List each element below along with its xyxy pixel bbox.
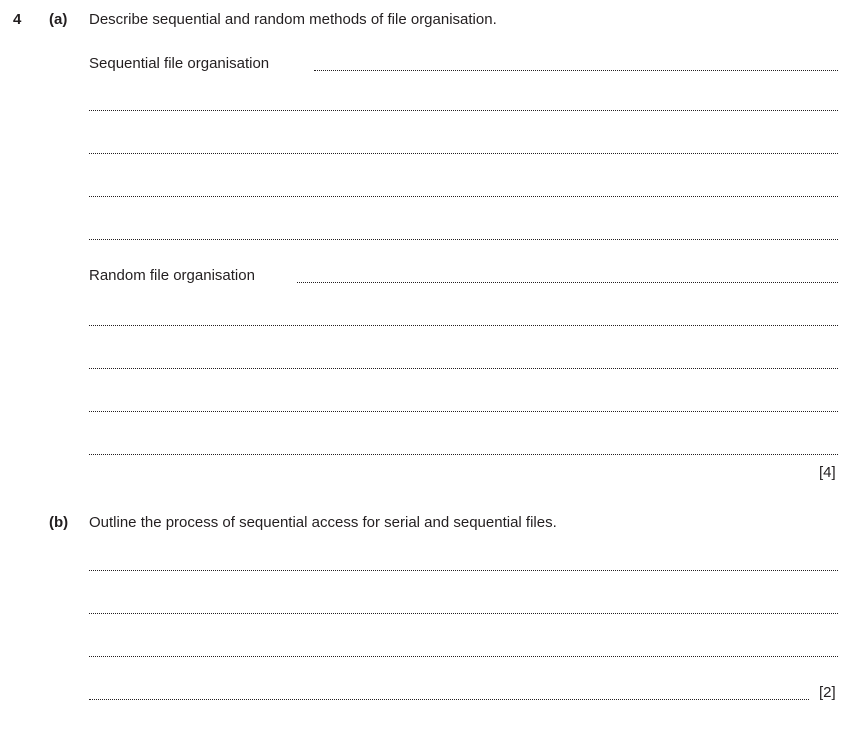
answer-line[interactable] — [89, 656, 838, 657]
answer-line[interactable] — [89, 454, 838, 455]
part-b-label: (b) — [49, 514, 69, 531]
answer-line[interactable] — [89, 153, 838, 154]
answer-line[interactable] — [89, 699, 809, 700]
part-a-stem: Describe sequential and random methods of file organisation. — [89, 11, 497, 28]
part-a-marks: [4] — [819, 464, 836, 481]
answer-line[interactable] — [314, 70, 838, 71]
part-b-stem: Outline the process of sequential access for serial and sequential files. — [89, 514, 557, 531]
answer-line[interactable] — [89, 325, 838, 326]
random-label: Random file organisation — [89, 267, 255, 284]
answer-line[interactable] — [89, 411, 838, 412]
answer-line[interactable] — [89, 613, 838, 614]
answer-line[interactable] — [89, 110, 838, 111]
answer-line[interactable] — [89, 570, 838, 571]
part-a-label: (a) — [49, 11, 68, 28]
answer-line[interactable] — [89, 239, 838, 240]
sequential-label: Sequential file organisation — [89, 55, 270, 72]
part-b-marks: [2] — [819, 684, 836, 701]
question-number: 4 — [13, 11, 22, 28]
answer-line[interactable] — [89, 368, 838, 369]
answer-line[interactable] — [297, 282, 838, 283]
answer-line[interactable] — [89, 196, 838, 197]
